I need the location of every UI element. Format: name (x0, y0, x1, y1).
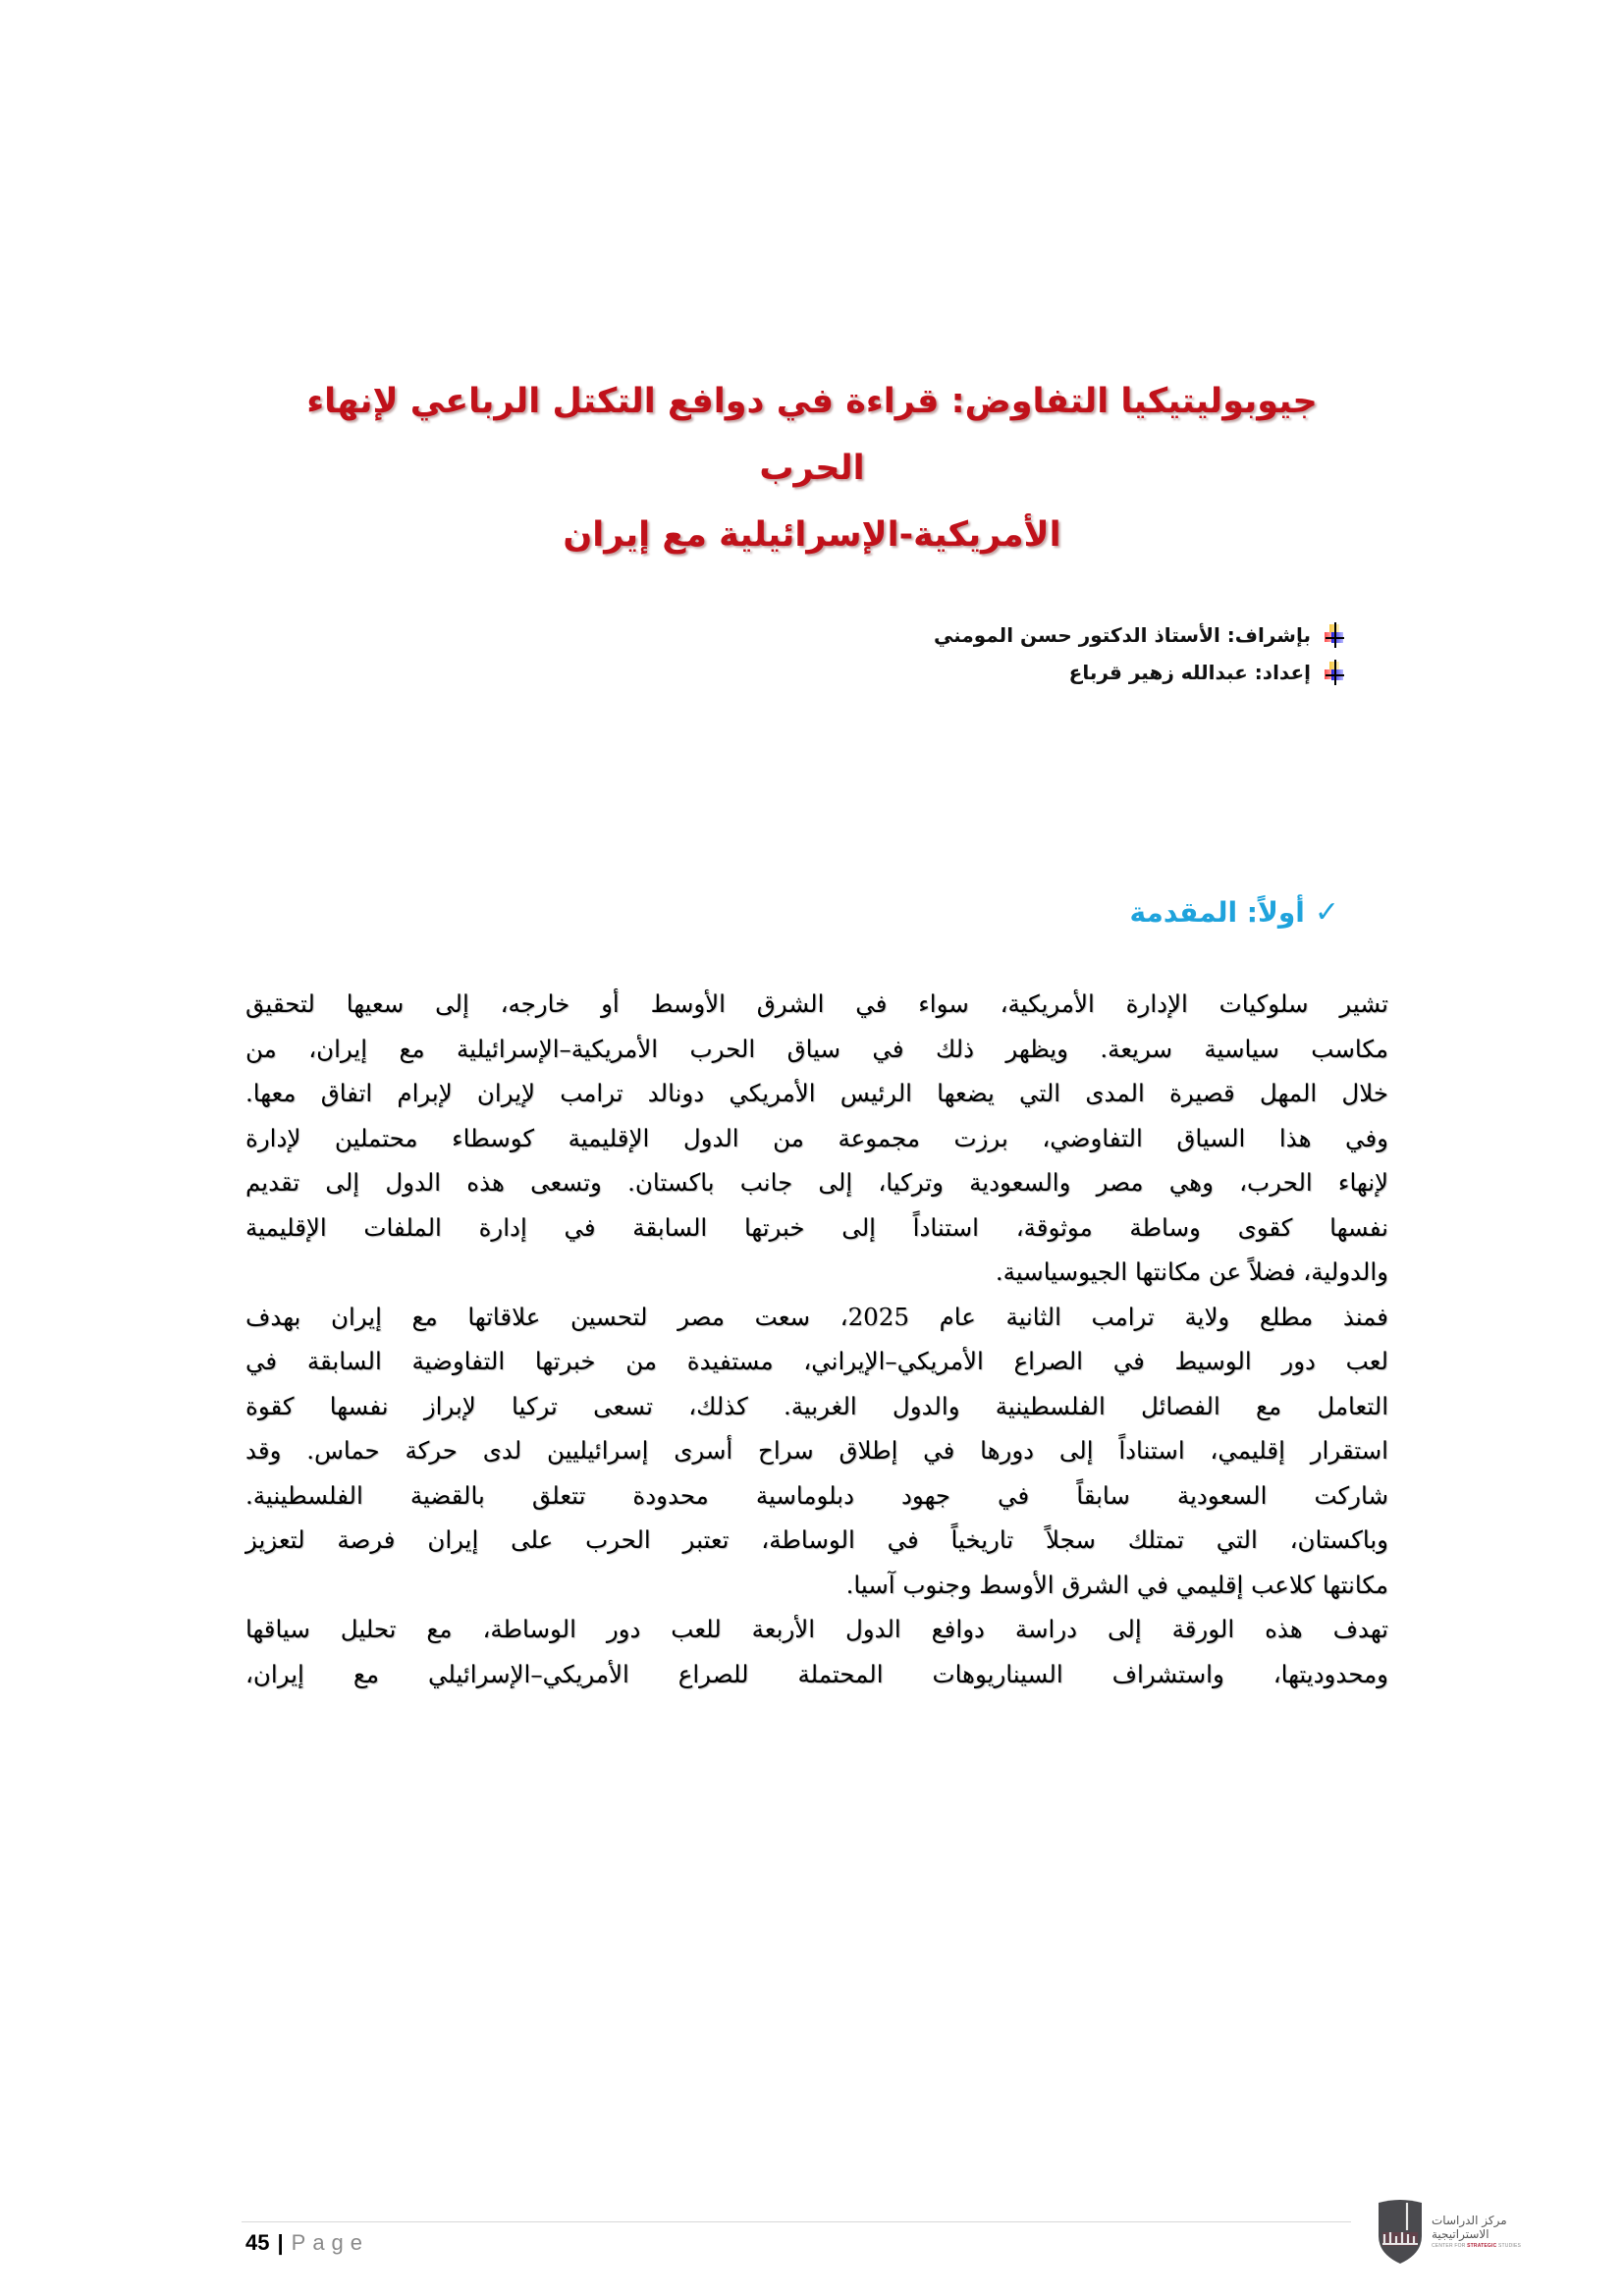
logo-text (1432, 2214, 1521, 2249)
document-title (255, 368, 1369, 568)
body-line: لإنهاء الحرب، وهي مصر والسعودية وتركيا، إلى جانب باكستان. وتسعى هذه الدول إلى تقديم (245, 1168, 1388, 1197)
body-line: تشير سلوكيات الإدارة الأمريكية، سواء في الشرق الأوسط أو خارجه، إلى سعيها لتحقيق (245, 989, 1388, 1018)
logo-english-pre: CENTER FOR (1432, 2243, 1468, 2249)
colored-squares-bullet-icon (1325, 660, 1344, 685)
author-preparer (853, 654, 1344, 691)
body-line: نفسها كقوى وساطة موثوقة، استناداً إلى خبرتها السابقة في إدارة الملفات الإقليمية (245, 1212, 1388, 1242)
authors-list (853, 616, 1344, 691)
shield-logo-icon (1375, 2197, 1426, 2266)
body-line: تهدف هذه الورقة إلى دراسة دوافع الدول الأربعة للعب دور الوساطة، مع تحليل سياقها (245, 1615, 1388, 1643)
logo-arabic-line-2: الاستراتيجية (1432, 2227, 1489, 2241)
body-line: استقرار إقليمي، استناداً إلى دورها في إطلاق سراح أسرى إسرائيليين لدى حركة حماس. وقد (245, 1436, 1388, 1465)
logo-arabic-line-1: مركز الدراسات (1432, 2214, 1507, 2227)
section-heading-text: أولاً: المقدمة (1129, 896, 1305, 929)
body-line: خلال المهل قصيرة المدى التي يضعها الرئيس الأمريكي دونالد ترامب لإيران لإبرام اتفاق معها. (245, 1079, 1388, 1107)
body-line: والدولية، فضلاً عن مكانتها الجيوسياسية. (995, 1257, 1388, 1286)
title-line-2: الأمريكية-الإسرائيلية مع إيران (563, 515, 1061, 555)
page-number (245, 2230, 369, 2256)
title-line-1: جيوبوليتيكيا التفاوض: قراءة في دوافع التكتل الرباعي لإنهاء الحرب (306, 382, 1318, 488)
section-heading-introduction (1130, 895, 1339, 930)
body-line: مكاسب سياسية سريعة. ويظهر ذلك في سياق الحرب الأمريكية–الإسرائيلية مع إيران، من (245, 1034, 1388, 1063)
body-line: التعامل مع الفصائل الفلسطينية والدول الغربية. كذلك، تسعى تركيا لإبراز نفسها كقوة (245, 1391, 1388, 1420)
body-line: لعب دور الوسيط في الصراع الأمريكي–الإيراني، مستفيدة من خبرتها التفاوضية السابقة في (245, 1347, 1388, 1375)
supervisor-text: بإشراف: الأستاذ الدكتور حسن المومني (933, 623, 1311, 647)
body-line: مكانتها كلاعب إقليمي في الشرق الأوسط وجنوب آسيا. (845, 1570, 1388, 1599)
logo-english-post: STUDIES (1496, 2243, 1522, 2249)
body-line: وباكستان، التي تمتلك سجلاً تاريخياً في الوساطة، تعتبر الحرب على إيران فرصة لتعزيز (245, 1525, 1388, 1554)
footer-divider (242, 2221, 1351, 2222)
body-line: شاركت السعودية سابقاً في جهود دبلوماسية محدودة تتعلق بالقضية الفلسطينية. (245, 1480, 1388, 1510)
page-label: Page (291, 2230, 370, 2255)
colored-squares-bullet-icon (1325, 622, 1344, 648)
body-line: وفي هذا السياق التفاوضي، برزت مجموعة من الدول الإقليمية كوسطاء محتملين لإدارة (245, 1123, 1388, 1152)
preparer-text: إعداد: عبدالله زهير قرباع (1068, 661, 1311, 684)
body-line: ومحدوديتها، واستشراف السيناريوهات المحتملة للصراع الأمريكي–الإسرائيلي مع إيران، (245, 1659, 1388, 1688)
center-logo (1375, 2187, 1532, 2275)
check-mark-icon: ✓ (1314, 895, 1339, 930)
body-paragraphs (245, 982, 1388, 1696)
body-line: فمنذ مطلع ولاية ترامب الثانية عام 2025، سعت مصر لتحسين علاقاتها مع إيران بهدف (245, 1302, 1388, 1331)
page-number-value: 45 (245, 2230, 270, 2255)
page-number-separator: | (277, 2230, 284, 2255)
logo-english-highlight: STRATEGIC (1467, 2243, 1497, 2249)
logo-english (1432, 2243, 1521, 2249)
author-supervisor (853, 616, 1344, 654)
